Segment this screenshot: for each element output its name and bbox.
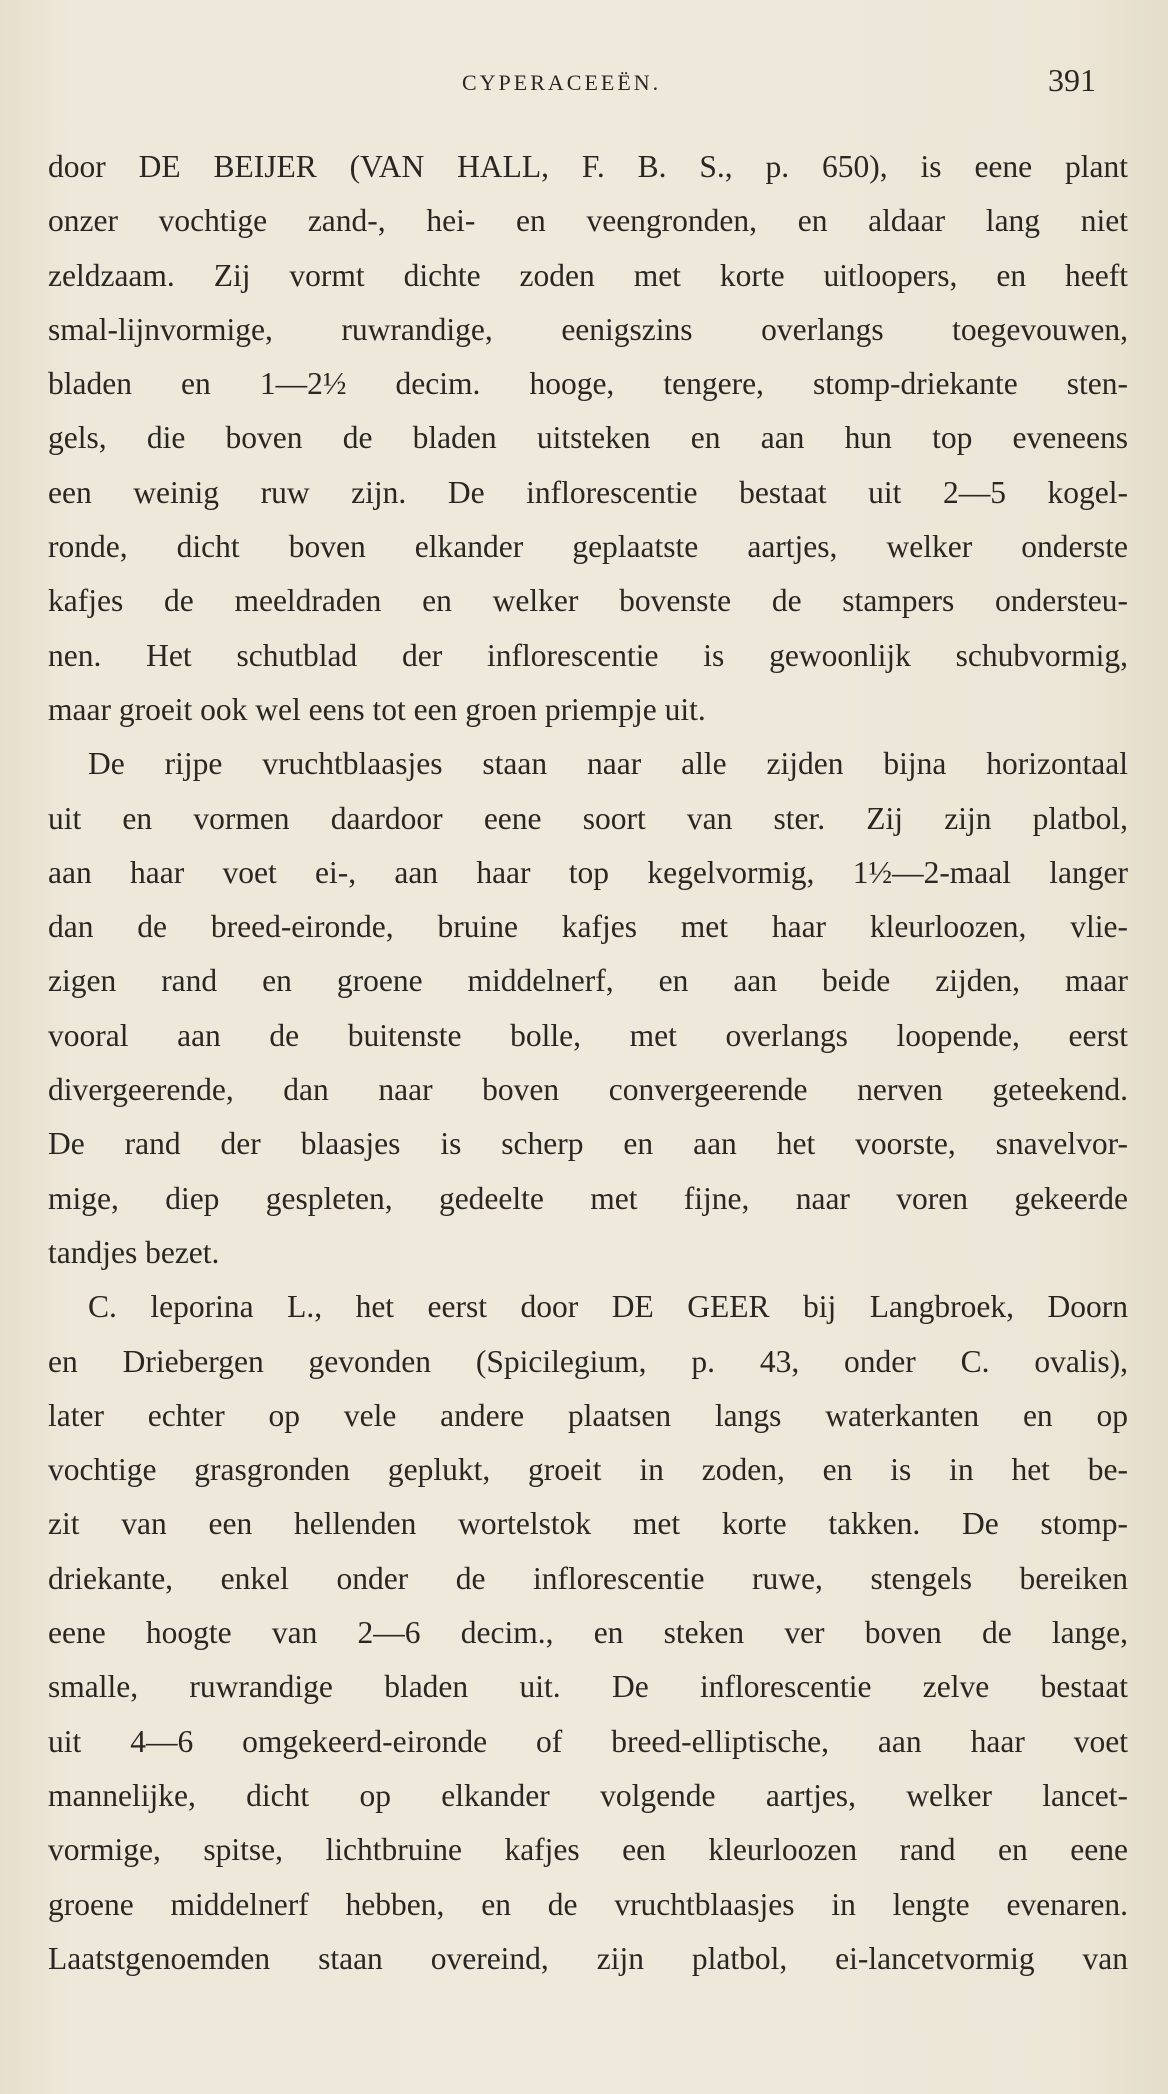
page-number: 391: [1048, 62, 1096, 98]
text-line: gels, die boven de bladen uitsteken en aan hun top eveneens: [48, 420, 1128, 456]
text-line: De rijpe vruchtblaasjes staan naar alle zijden bijna horizontaal: [88, 746, 1128, 782]
text-line: maar groeit ook wel eens tot een groen priempje uit.: [48, 691, 706, 727]
body-text: [48, 140, 1128, 1986]
text-line: vooral aan de buitenste bolle, met overlangs loopende, eerst: [48, 1017, 1128, 1053]
page-header: [0, 62, 1168, 102]
text-line: later echter op vele andere plaatsen langs waterkanten en op: [48, 1397, 1128, 1433]
text-line: uit 4—6 omgekeerd-eironde of breed-elliptische, aan haar voet: [48, 1723, 1128, 1759]
text-line: eene hoogte van 2—6 decim., en steken ver boven de lange,: [48, 1615, 1128, 1651]
text-line: uit en vormen daardoor eene soort van ster. Zij zijn platbol,: [48, 800, 1128, 836]
text-line: smalle, ruwrandige bladen uit. De inflorescentie zelve bestaat: [48, 1669, 1128, 1705]
text-line: zeldzaam. Zij vormt dichte zoden met korte uitloopers, en heeft: [48, 257, 1128, 293]
text-line: en Driebergen gevonden (Spicilegium, p. 43, onder C. ovalis),: [48, 1343, 1128, 1379]
text-line: dan de breed-eironde, bruine kafjes met haar kleurloozen, vlie-: [48, 909, 1128, 945]
text-line: bladen en 1—2½ decim. hooge, tengere, stomp-driekante sten-: [48, 366, 1128, 402]
text-line: groene middelnerf hebben, en de vruchtblaasjes in lengte evenaren.: [48, 1886, 1128, 1922]
running-head: CYPERACEEËN.: [462, 70, 662, 95]
text-line: door DE BEIJER (VAN HALL, F. B. S., p. 650), is eene plant: [48, 149, 1128, 184]
text-line: divergeerende, dan naar boven convergeerende nerven geteekend.: [48, 1072, 1128, 1108]
text-line: mannelijke, dicht op elkander volgende aartjes, welker lancet-: [48, 1777, 1128, 1813]
text-line: vochtige grasgronden geplukt, groeit in zoden, en is in het be-: [48, 1452, 1128, 1488]
text-line: nen. Het schutblad der inflorescentie is gewoonlijk schubvormig,: [48, 637, 1128, 673]
text-line: kafjes de meeldraden en welker bovenste de stampers ondersteu-: [48, 583, 1128, 619]
text-line: smal-lijnvormige, ruwrandige, eenigszins overlangs toegevouwen,: [48, 311, 1128, 347]
text-line: ronde, dicht boven elkander geplaatste aartjes, welker onderste: [48, 529, 1128, 565]
text-line: vormige, spitse, lichtbruine kafjes een kleurloozen rand en eene: [48, 1832, 1128, 1868]
text-line: mige, diep gespleten, gedeelte met fijne, naar voren gekeerde: [48, 1180, 1128, 1216]
text-line: aan haar voet ei-, aan haar top kegelvormig, 1½—2-maal langer: [48, 854, 1128, 890]
text-line: driekante, enkel onder de inflorescentie ruwe, stengels bereiken: [48, 1560, 1128, 1596]
text-line: tandjes bezet.: [48, 1234, 220, 1270]
text-line: De rand der blaasjes is scherp en aan het voorste, snavelvor-: [48, 1126, 1128, 1162]
text-line: onzer vochtige zand-, hei- en veengronden, en aldaar lang niet: [48, 203, 1128, 239]
text-line: Laatstgenoemden staan overeind, zijn platbol, ei-lancetvormig van: [48, 1940, 1128, 1976]
text-line: een weinig ruw zijn. De inflorescentie bestaat uit 2—5 kogel-: [48, 474, 1128, 510]
text-line: zit van een hellenden wortelstok met korte takken. De stomp-: [48, 1506, 1128, 1542]
text-line: zigen rand en groene middelnerf, en aan beide zijden, maar: [48, 963, 1128, 999]
text-line: C. leporina L., het eerst door DE GEER bij Langbroek, Doorn: [88, 1289, 1128, 1325]
